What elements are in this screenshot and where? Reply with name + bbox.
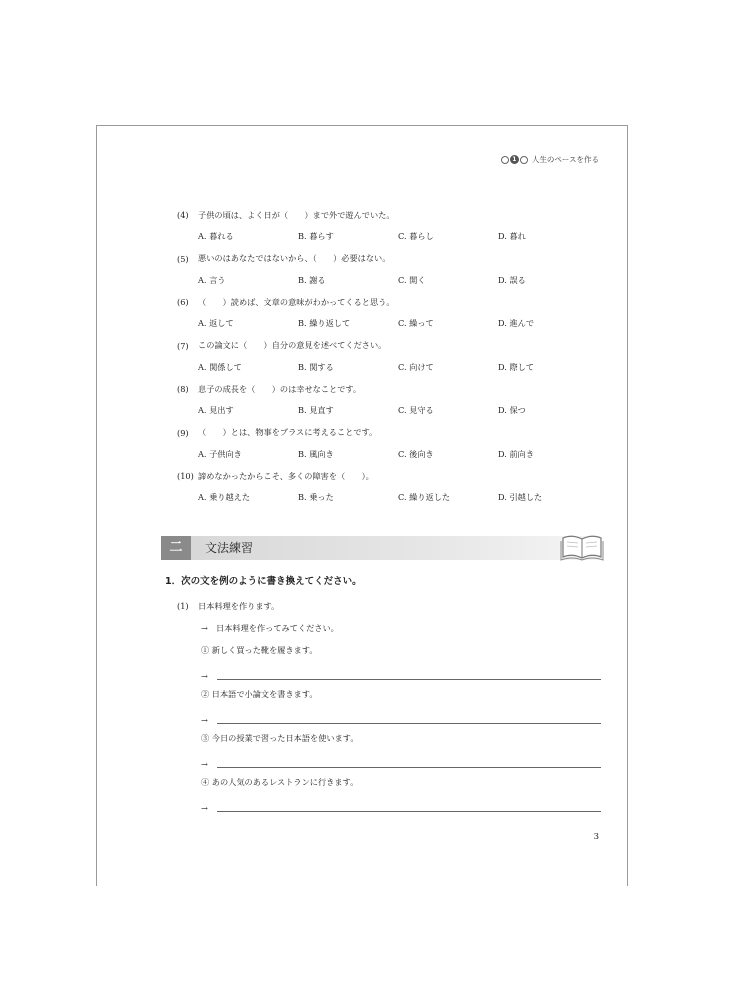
badge-circle-icon xyxy=(501,156,509,164)
arrow-icon: → xyxy=(201,803,208,813)
exercise-heading: 1．次の文を例のように書き換えてください。 xyxy=(165,576,362,587)
question xyxy=(177,465,598,487)
question-number: (7) xyxy=(177,340,189,351)
question-number: (5) xyxy=(177,253,189,264)
exercise-item: ③ 今日の授業で習った日本語を使います。 xyxy=(201,732,359,743)
question-text: （ ）とは、物事をプラスに考えることです。 xyxy=(198,427,378,437)
option: D. 暮れ xyxy=(498,231,526,242)
section-title: 文法練習 xyxy=(205,541,254,555)
answer-line[interactable] xyxy=(177,705,601,727)
question-text: 悪いのはあなたではないから、（ ）必要はない。 xyxy=(198,253,391,263)
arrow-icon: → xyxy=(201,671,208,681)
question-number: (4) xyxy=(177,210,189,220)
exercise-item: ④ あの人気のあるレストランに行きます。 xyxy=(201,776,359,787)
option: D. 進んで xyxy=(498,318,535,329)
option: A. 乗り越えた xyxy=(198,492,251,503)
question xyxy=(177,248,598,270)
option-row xyxy=(177,226,598,248)
option-row xyxy=(177,270,598,292)
option: A. 言う xyxy=(198,274,226,285)
running-header xyxy=(501,154,599,165)
option: A. 暮れる xyxy=(198,231,234,242)
arrow-icon: → xyxy=(201,715,208,725)
page-frame xyxy=(96,125,628,886)
chapter-title: 人生のペースを作る xyxy=(531,155,599,164)
option-row xyxy=(177,487,598,509)
option-row xyxy=(177,400,598,422)
answer-rule[interactable] xyxy=(217,810,601,812)
option: A. 子供向き xyxy=(198,448,242,459)
answer-rule[interactable] xyxy=(217,678,601,680)
option: B. 風向き xyxy=(298,448,334,459)
question-text: 息子の成長を（ ）のは幸せなことです。 xyxy=(198,383,362,394)
option: C. 後向き xyxy=(398,448,434,459)
option: C. 開く xyxy=(398,274,426,285)
option: B. 見直す xyxy=(298,405,334,416)
option: C. 繰り返した xyxy=(398,492,451,503)
example-number: (1) xyxy=(177,601,189,611)
question xyxy=(177,291,598,313)
option: B. 謝る xyxy=(298,274,326,285)
question-number: (6) xyxy=(177,297,189,307)
question xyxy=(177,378,598,400)
question-number: (9) xyxy=(177,427,189,438)
option: B. 乗った xyxy=(298,492,334,503)
page-number: 3 xyxy=(593,832,599,842)
question-text: 諦めなかったからこそ、多くの障害を（ ）。 xyxy=(198,470,374,481)
badge-circle-icon xyxy=(520,156,528,164)
exercise-item: ① 新しく買った靴を履きます。 xyxy=(201,644,318,655)
option: B. 繰り返して xyxy=(298,318,351,329)
example-prompt xyxy=(177,595,601,617)
option: D. 前向き xyxy=(498,448,535,459)
question-text: 子供の頃は、よく日が（ ）まで外で遊んでいた。 xyxy=(198,209,395,220)
option: B. 暮らす xyxy=(298,231,334,242)
question-text: この論文に（ ）自分の意見を述べてください。 xyxy=(198,340,387,350)
exercise-body xyxy=(177,595,601,815)
option: A. 返して xyxy=(198,318,234,329)
question xyxy=(177,422,598,444)
option-row xyxy=(177,313,598,335)
option-row xyxy=(177,444,598,466)
example-text: 日本料理を作ります。 xyxy=(198,600,280,611)
option: D. 誤る xyxy=(498,274,526,285)
option: D. 保つ xyxy=(498,405,526,416)
open-book-icon xyxy=(559,530,605,562)
answer-line[interactable] xyxy=(177,793,601,815)
question xyxy=(177,204,598,226)
option: A. 関係して xyxy=(198,361,242,372)
option: B. 関する xyxy=(298,361,334,372)
answer-rule[interactable] xyxy=(217,722,601,724)
option-row xyxy=(177,357,598,379)
section-number: 二 xyxy=(161,536,191,560)
question-text: （ ）読めば、文章の意味がわかってくると思う。 xyxy=(198,296,395,307)
option: D. 引越した xyxy=(498,492,543,503)
option: C. 暮らし xyxy=(398,231,434,242)
section-banner xyxy=(161,536,601,560)
option: D. 際して xyxy=(498,361,535,372)
vocabulary-questions xyxy=(177,204,598,509)
option: C. 向けて xyxy=(398,361,434,372)
question xyxy=(177,335,598,357)
answer-line[interactable] xyxy=(177,661,601,683)
option: C. 見守る xyxy=(398,405,434,416)
answer-line[interactable] xyxy=(177,749,601,771)
unit-number: 1 xyxy=(510,155,519,164)
unit-badge xyxy=(501,155,528,164)
question-number: (8) xyxy=(177,384,189,394)
option: C. 繰って xyxy=(398,318,434,329)
exercise-item: ② 日本語で小論文を書きます。 xyxy=(201,688,318,699)
arrow-icon: → xyxy=(201,759,208,769)
example-answer: → 日本料理を作ってみてください。 xyxy=(201,622,339,633)
question-number: (10) xyxy=(177,471,194,481)
answer-rule[interactable] xyxy=(217,766,601,768)
option: A. 見出す xyxy=(198,405,234,416)
